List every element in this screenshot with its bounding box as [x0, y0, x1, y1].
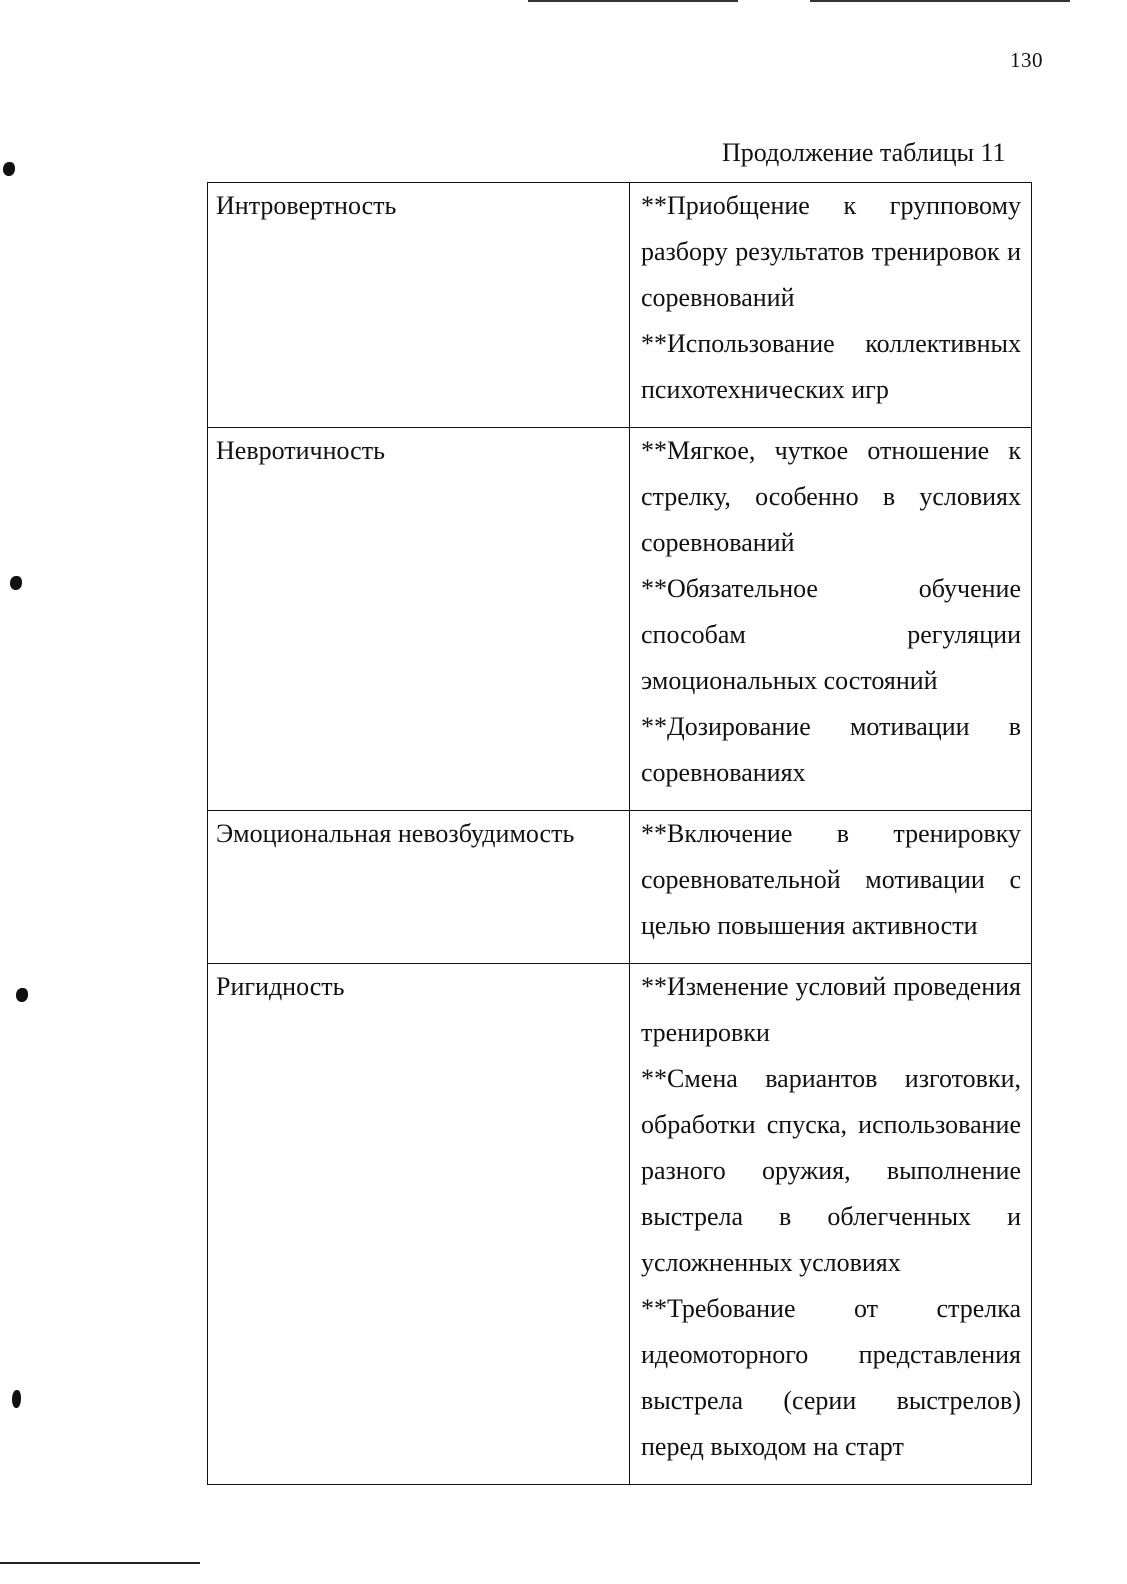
trait-cell: Ригидность [208, 964, 630, 1485]
recommendations-cell [630, 428, 1032, 811]
recommendation-item: **Приобщение к групповому разбору результатов тренировок и соревнований [641, 191, 1021, 312]
recommendation-item: **Обязательное обучение способам регуляции эмоциональных состояний [641, 574, 1021, 695]
table-row [208, 428, 1032, 811]
scan-top-line [810, 0, 1070, 2]
binder-hole-mark [10, 576, 22, 590]
trait-cell: Интровертность [208, 183, 630, 428]
recommendation-item: **Дозирование мотивации в соревнованиях [641, 712, 1021, 787]
recommendations-cell [630, 811, 1032, 964]
recommendation-item: **Смена вариантов изготовки, обработки спуска, использование разного оружия, выполнение выстрела в облегченных и усложненных условиях [641, 1064, 1021, 1277]
binder-hole-mark [12, 1390, 21, 1408]
recommendation-item: **Включение в тренировку соревновательной мотивации с целью повышения активности [641, 819, 1021, 940]
scan-edge-line [0, 1562, 200, 1564]
table-row [208, 964, 1032, 1485]
binder-hole-mark [16, 988, 28, 1002]
trait-cell: Невротичность [208, 428, 630, 811]
page-number: 130 [1010, 48, 1043, 72]
table-row [208, 811, 1032, 964]
recommendation-item: **Использование коллективных психотехнических игр [641, 329, 1021, 404]
recommendation-item: **Изменение условий проведения тренировки [641, 972, 1021, 1047]
binder-hole-mark [3, 162, 15, 176]
scan-top-line [528, 0, 738, 2]
table-continuation-caption: Продолжение таблицы 11 [722, 138, 1006, 167]
table-row [208, 183, 1032, 428]
recommendation-item: **Мягкое, чуткое отношение к стрелку, особенно в условиях соревнований [641, 436, 1021, 557]
recommendation-item: **Требование от стрелка идеомоторного представления выстрела (серии выстрелов) перед выходом на старт [641, 1294, 1021, 1461]
recommendations-cell [630, 183, 1032, 428]
recommendations-cell [630, 964, 1032, 1485]
recommendations-table [207, 182, 1032, 1485]
trait-cell: Эмоциональная невозбудимость [208, 811, 630, 964]
